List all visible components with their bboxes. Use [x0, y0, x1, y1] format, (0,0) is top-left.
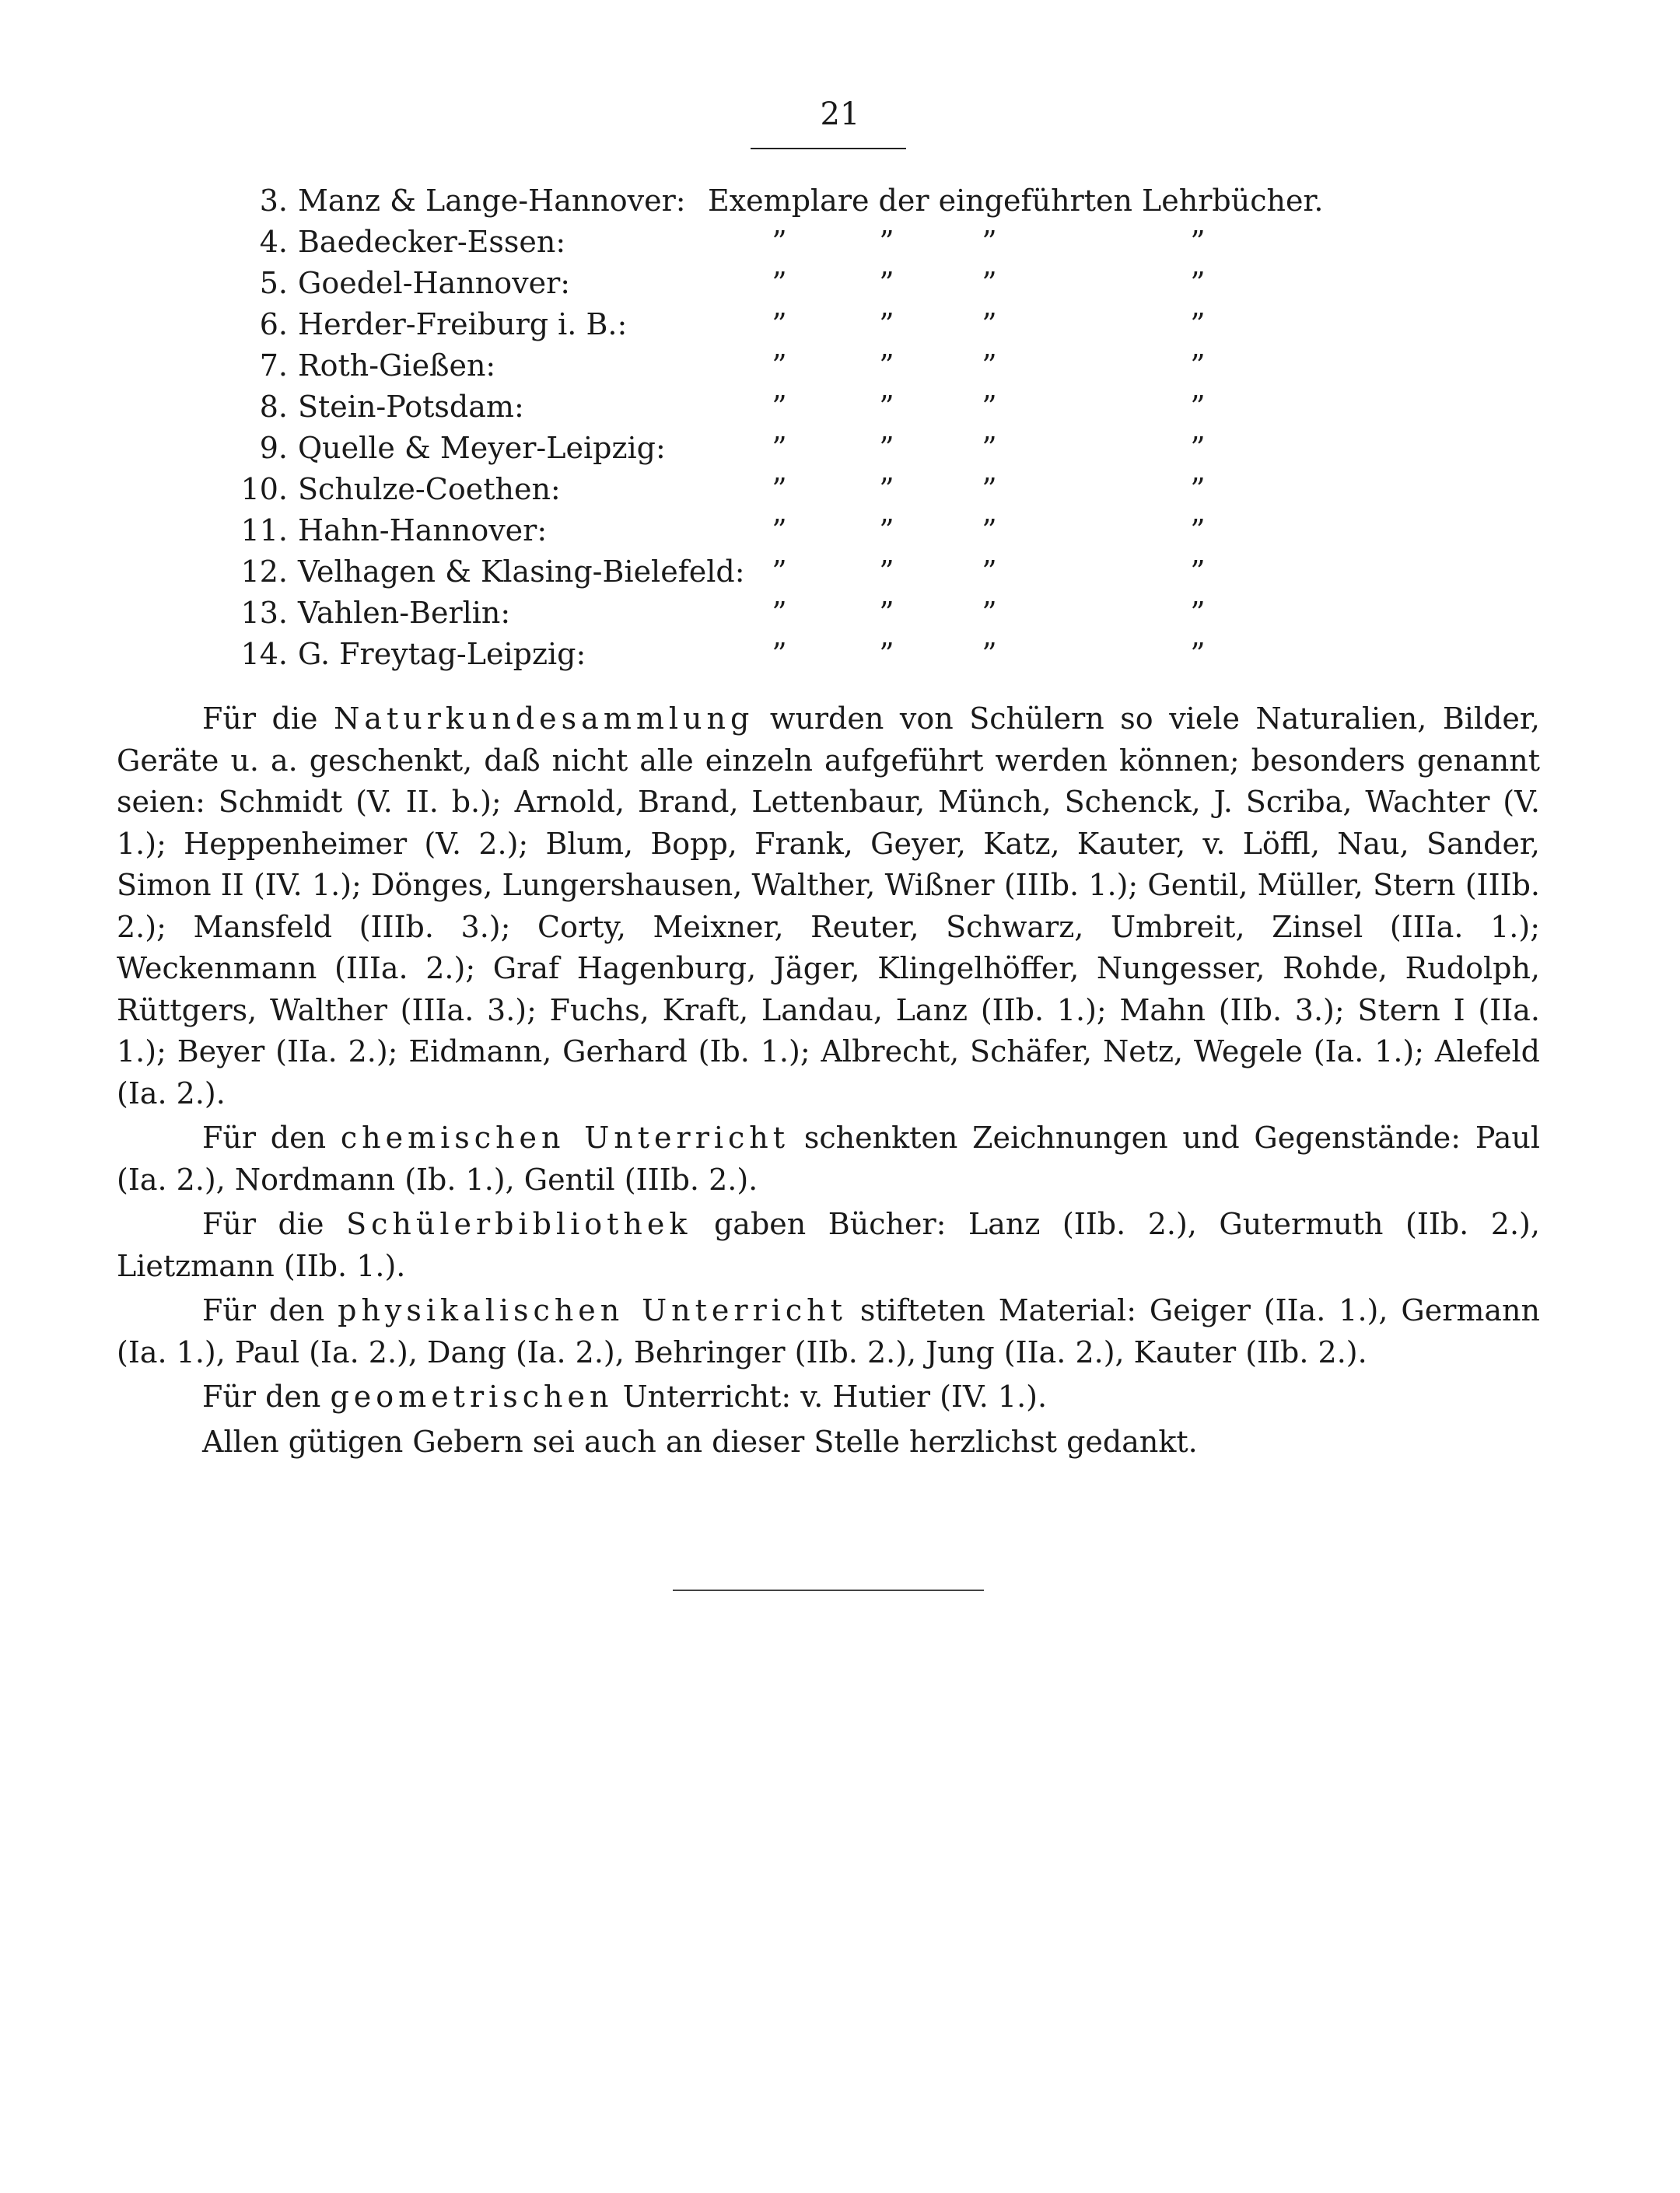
publisher-list-item [128, 345, 1451, 386]
publisher-list-item [128, 386, 1451, 428]
ditto-mark: ” [1190, 307, 1206, 341]
publisher-list [128, 180, 1451, 675]
publisher-list-item [128, 180, 1451, 222]
publisher-list-item [128, 634, 1451, 675]
list-item-number: 7. [259, 348, 288, 383]
emphasized-term: Schülerbibliothek [346, 1207, 692, 1241]
ditto-mark: ” [982, 266, 997, 300]
ditto-mark: ” [772, 390, 787, 424]
ditto-mark: ” [1190, 554, 1206, 589]
paragraph-lead: Für die [202, 1207, 324, 1241]
ditto-mark: ” [879, 472, 894, 506]
paragraph [117, 1290, 1540, 1373]
ditto-mark: ” [772, 225, 787, 259]
publisher-name: Hahn-Hannover: [298, 513, 548, 547]
publisher-list-item [128, 551, 1451, 593]
ditto-mark: ” [879, 266, 894, 300]
ditto-mark: ” [879, 554, 894, 589]
ditto-mark: ” [772, 472, 787, 506]
ditto-mark: ” [879, 596, 894, 630]
publisher-name: Schulze-Coethen: [298, 472, 561, 506]
ditto-mark: ” [879, 513, 894, 547]
ditto-mark: ” [879, 637, 894, 671]
paragraph [117, 1204, 1540, 1287]
publisher-list-item [128, 593, 1451, 634]
body-text [117, 698, 1540, 1466]
publisher-name: Velhagen & Klasing-Bielefeld: [298, 554, 745, 589]
page-number: 21 [820, 96, 860, 132]
publisher-name: Goedel-Hannover: [298, 266, 571, 300]
paragraph-text: gaben Bücher: Lanz (IIb. 2.), Gutermuth (IIb. 2.), Lietzmann (IIb. 1.). [117, 1207, 1540, 1283]
ditto-mark: ” [1190, 431, 1206, 465]
ditto-mark: ” [772, 637, 787, 671]
paragraph-text: Allen gütigen Gebern sei auch an dieser Stelle herzlichst gedankt. [202, 1424, 1198, 1459]
list-item-number: 11. [240, 513, 288, 547]
closing-rule [673, 1590, 984, 1591]
paragraph [117, 1422, 1540, 1464]
paragraph-text: wurden von Schülern so viele Naturalien, Bilder, Geräte u. a. geschenkt, daß nicht alle einzeln aufgeführt werden können; besonders genannt seien: Schmidt (V. II. b.); Arnold, Brand, Lettenbaur, Münch, Schenck, J. Scriba, Wachter (V. 1.); Heppenheimer (V. 2.); Blum, Bopp, Frank, Geyer, Katz, Kauter, v. Löffl, Nau, Sander, Simon II (IV. 1.); Dönges, Lungershausen, Walther, Wißner (IIIb. 1.); Gentil, Müller, Stern (IIIb. 2.); Mansfeld (IIIb. 3.); Corty, Meixner, Reuter, Schwarz, Umbreit, Zinsel (IIIa. 1.); Weckenmann (IIIa. 2.); Graf Hagenburg, Jäger, Klingelhöffer, Nungesser, Rohde, Rudolph, Rüttgers, Walther (IIIa. 3.); Fuchs, Kraft, Landau, Lanz (IIb. 1.); Mahn (IIb. 3.); Stern I (IIa. 1.); Beyer (IIa. 2.); Eidmann, Gerhard (Ib. 1.); Albrecht, Schäfer, Netz, Wegele (Ia. 1.); Alefeld (Ia. 2.). [117, 701, 1540, 1110]
publisher-list-item [128, 510, 1451, 551]
ditto-mark: ” [879, 390, 894, 424]
list-item-number: 3. [259, 184, 288, 218]
emphasized-term: geometrischen [330, 1380, 614, 1414]
publisher-list-item [128, 222, 1451, 263]
ditto-mark: ” [1190, 390, 1206, 424]
ditto-mark: ” [772, 348, 787, 383]
ditto-mark: ” [982, 348, 997, 383]
publisher-name: Baedecker-Essen: [298, 225, 566, 259]
ditto-mark: ” [772, 513, 787, 547]
ditto-mark: ” [772, 431, 787, 465]
ditto-mark: ” [772, 554, 787, 589]
publisher-name: G. Freytag-Leipzig: [298, 637, 586, 671]
ditto-mark: ” [879, 225, 894, 259]
ditto-mark: ” [1190, 513, 1206, 547]
paragraph [117, 1117, 1540, 1201]
list-item-number: 10. [240, 472, 288, 506]
ditto-mark: ” [1190, 472, 1206, 506]
publisher-list-item [128, 428, 1451, 469]
ditto-mark: ” [982, 390, 997, 424]
list-item-number: 12. [240, 554, 288, 589]
paragraph-lead: Für den [202, 1121, 327, 1155]
ditto-mark: ” [982, 431, 997, 465]
ditto-mark: ” [982, 472, 997, 506]
paragraph-lead: Für den [202, 1380, 321, 1414]
publisher-list-item [128, 469, 1451, 510]
paragraph-text: stifteten Material: Geiger (IIa. 1.), Germann (Ia. 1.), Paul (Ia. 2.), Dang (Ia. 2.), Behringer (IIb. 2.), Jung (IIa. 2.), Kauter (IIb. 2.). [117, 1293, 1540, 1369]
ditto-mark: ” [982, 637, 997, 671]
publisher-name: Quelle & Meyer-Leipzig: [298, 431, 666, 465]
ditto-mark: ” [879, 348, 894, 383]
ditto-mark: ” [1190, 596, 1206, 630]
ditto-mark: ” [879, 431, 894, 465]
publisher-name: Herder-Freiburg i. B.: [298, 307, 628, 341]
ditto-mark: ” [879, 307, 894, 341]
list-item-number: 9. [259, 431, 288, 465]
donation-description: Exemplare der eingeführten Lehrbücher. [708, 184, 1324, 218]
publisher-name: Manz & Lange-Hannover: [298, 184, 686, 218]
header-rule [751, 148, 906, 149]
publisher-name: Stein-Potsdam: [298, 390, 524, 424]
list-item-number: 4. [259, 225, 288, 259]
list-item-number: 8. [259, 390, 288, 424]
ditto-mark: ” [772, 596, 787, 630]
ditto-mark: ” [1190, 637, 1206, 671]
paragraph-lead: Für den [202, 1293, 325, 1327]
emphasized-term: chemischen Unterricht [340, 1121, 790, 1155]
ditto-mark: ” [772, 266, 787, 300]
paragraph [117, 1376, 1540, 1418]
ditto-mark: ” [1190, 348, 1206, 383]
publisher-list-item [128, 304, 1451, 345]
list-item-number: 5. [259, 266, 288, 300]
ditto-mark: ” [982, 554, 997, 589]
publisher-name: Roth-Gießen: [298, 348, 496, 383]
ditto-mark: ” [982, 225, 997, 259]
emphasized-term: physikalischen Unterricht [338, 1293, 847, 1327]
paragraph-text: schenkten Zeichnungen und Gegenstände: Paul (Ia. 2.), Nordmann (Ib. 1.), Gentil (IIIb. 2.). [117, 1121, 1540, 1197]
list-item-number: 13. [240, 596, 288, 630]
ditto-mark: ” [1190, 266, 1206, 300]
publisher-name: Vahlen-Berlin: [298, 596, 511, 630]
paragraph-lead: Für die [202, 701, 318, 736]
ditto-mark: ” [1190, 225, 1206, 259]
list-item-number: 14. [240, 637, 288, 671]
paragraph [117, 698, 1540, 1114]
ditto-mark: ” [982, 307, 997, 341]
ditto-mark: ” [982, 513, 997, 547]
publisher-list-item [128, 263, 1451, 304]
emphasized-term: Naturkundesammlung [334, 701, 754, 736]
ditto-mark: ” [772, 307, 787, 341]
ditto-mark: ” [982, 596, 997, 630]
paragraph-text: Unterricht: v. Hutier (IV. 1.). [622, 1380, 1048, 1414]
list-item-number: 6. [259, 307, 288, 341]
